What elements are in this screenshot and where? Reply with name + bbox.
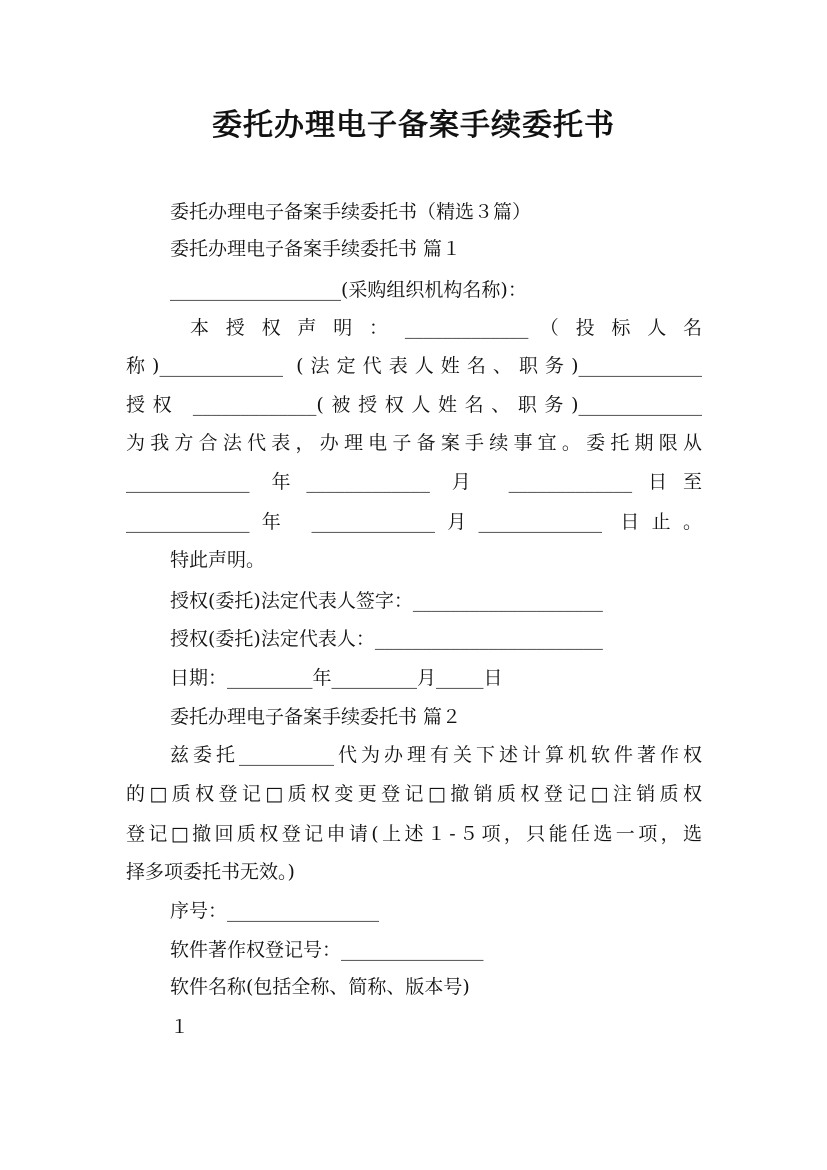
document-title: 委托办理电子备案手续委托书 bbox=[212, 108, 615, 143]
paragraph-line: 软件著作权登记号：_______________ bbox=[170, 939, 484, 961]
paragraph-line: 的□质权登记□质权变更登记□撤销质权登记□注销质权 bbox=[126, 783, 702, 805]
paragraph-line: 为我方合法代表，办理电子备案手续事宜。委托期限从 bbox=[126, 432, 702, 454]
paragraph-line: 软件名称(包括全称、简称、版本号) bbox=[170, 976, 470, 998]
paragraph-line: __________________(采购组织机构名称)： bbox=[170, 279, 527, 301]
paragraph-line: 授权 _____________(被授权人姓名、职务)_____________ bbox=[126, 394, 702, 416]
paragraph-line: 授权(委托)法定代表人签字：____________________ bbox=[170, 590, 603, 612]
paragraph-line: 本 授 权 声 明 ： _____________ （ 投 标 人 名 bbox=[190, 317, 702, 339]
paragraph-line: 授权(委托)法定代表人：________________________ bbox=[170, 628, 603, 650]
paragraph-line: 委托办理电子备案手续委托书 篇１ bbox=[170, 238, 462, 260]
paragraph-line: 兹委托__________代为办理有关下述计算机软件著作权 bbox=[170, 744, 702, 766]
paragraph-line: _____________年 _____________月_____________ 日止。 bbox=[126, 511, 702, 533]
paragraph-line: １ bbox=[170, 1016, 190, 1038]
paragraph-line: 择多项委托书无效。) bbox=[126, 861, 295, 883]
paragraph-line: 日期：_________年_________月_____日 bbox=[170, 667, 503, 689]
paragraph-line: 序号：________________ bbox=[170, 900, 380, 922]
paragraph-line: 特此声明。 bbox=[170, 549, 266, 571]
paragraph-line: 称)_____________ (法定代表人姓名、职务)_____________ bbox=[126, 355, 702, 377]
paragraph-line: 登记□撤回质权登记申请(上述１-５项，只能任选一项，选 bbox=[126, 823, 702, 845]
paragraph-line: _____________ 年_____________ 月 _____________日至 bbox=[126, 471, 702, 493]
paragraph-line: 委托办理电子备案手续委托书 篇２ bbox=[170, 706, 462, 728]
paragraph-line: 委托办理电子备案手续委托书（精选３篇） bbox=[170, 201, 532, 223]
